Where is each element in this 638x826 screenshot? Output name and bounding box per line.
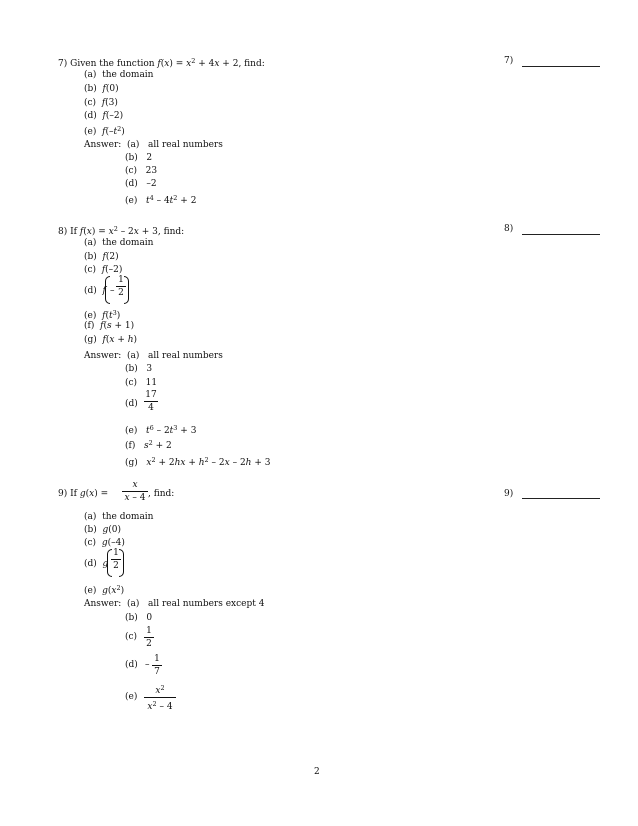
p7-part-b: (b) f(0) [84, 84, 119, 94]
problem-7-stem: 7) Given the function $f(x) = x^2 + 4x + 2$, find: [58, 57, 265, 69]
p8-d-fraction: 1 2 [116, 275, 126, 298]
answer-blank-7[interactable] [522, 66, 600, 67]
p8-part-f: (f) f(s + 1) [84, 321, 135, 331]
p8-answer-b: (b) 3 [125, 364, 153, 374]
page-number: 2 [314, 767, 320, 777]
p9-part-c: (c) g(–4) [84, 538, 125, 548]
p7-part-c: (c) f(3) [84, 98, 118, 108]
p9-answer-c-fraction: 1 2 [144, 626, 154, 649]
p8-answer-e: (e) $t^6 - 2t^3 + 3$ [125, 424, 197, 436]
p9-answer-d-fraction: 1 7 [152, 654, 162, 677]
p8-d-right-paren [124, 276, 129, 304]
answer-blank-9[interactable] [522, 498, 600, 499]
p8-part-a: (a) the domain [84, 238, 154, 248]
p8-answer-d-label: (d) [125, 399, 138, 409]
p8-part-e: (e) $f(t^3)$ [84, 309, 121, 321]
p8-part-d: (d) f [84, 286, 106, 296]
p7-part-e: (e) $f(-t^2)$ [84, 125, 125, 137]
p8-part-g: (g) f(x + h) [84, 335, 138, 345]
p8-answer-f: (f) $s^2 + 2$ [125, 439, 172, 451]
p8-part-b: (b) f(2) [84, 252, 119, 262]
p7-answer-a: Answer: (a) all real numbers [84, 140, 223, 150]
p8-d-minus: – [110, 286, 115, 296]
p9-part-e: (e) $g(x^2)$ [84, 584, 125, 596]
p7-answer-e: (e) $t^4 - 4t^2 + 2$ [125, 194, 197, 206]
answer-number-7: 7) [504, 56, 514, 66]
p8-answer-g: (g) $x^2 + 2hx + h^2 - 2x - 2h + 3$ [125, 456, 271, 468]
p7-answer-b: (b) 2 [125, 153, 153, 163]
p9-part-a: (a) the domain [84, 512, 154, 522]
problem-8-stem: 8) If $f(x) = x^2 - 2x + 3$, find: [58, 225, 185, 237]
p7-answer-d: (d) –2 [125, 179, 157, 189]
p9-answer-e-label: (e) [125, 692, 138, 702]
p7-part-a: (a) the domain [84, 70, 154, 80]
p9-answer-c-label: (c) [125, 632, 138, 642]
p9-d-fraction: 1 2 [111, 548, 121, 571]
p8-answer-c: (c) 11 [125, 378, 158, 388]
p9-answer-a: Answer: (a) all real numbers except 4 [84, 599, 265, 609]
p9-part-b: (b) g(0) [84, 525, 122, 535]
p9-part-d: (d) g [84, 559, 109, 569]
problem-9-fraction: x x – 4 [122, 480, 148, 503]
p9-answer-b: (b) 0 [125, 613, 153, 623]
p9-answer-d-label: (d) [125, 660, 138, 670]
answer-blank-8[interactable] [522, 234, 600, 235]
problem-9-stem-right: , find: [148, 489, 175, 499]
p8-answer-d-fraction: 17 4 [145, 390, 157, 413]
p9-answer-d-minus: – [145, 660, 150, 670]
p8-part-c: (c) f(–2) [84, 265, 123, 275]
answer-number-9: 9) [504, 489, 514, 499]
p9-d-right-paren [119, 549, 124, 577]
answer-number-8: 8) [504, 224, 514, 234]
p7-part-d: (d) f(–2) [84, 111, 124, 121]
p9-answer-e-fraction: $x^2$ $x^2 - 4$ [144, 683, 176, 712]
p8-answer-a: Answer: (a) all real numbers [84, 351, 223, 361]
problem-9-stem-left: 9) If g(x) = [58, 489, 109, 499]
p7-answer-c: (c) 23 [125, 166, 158, 176]
